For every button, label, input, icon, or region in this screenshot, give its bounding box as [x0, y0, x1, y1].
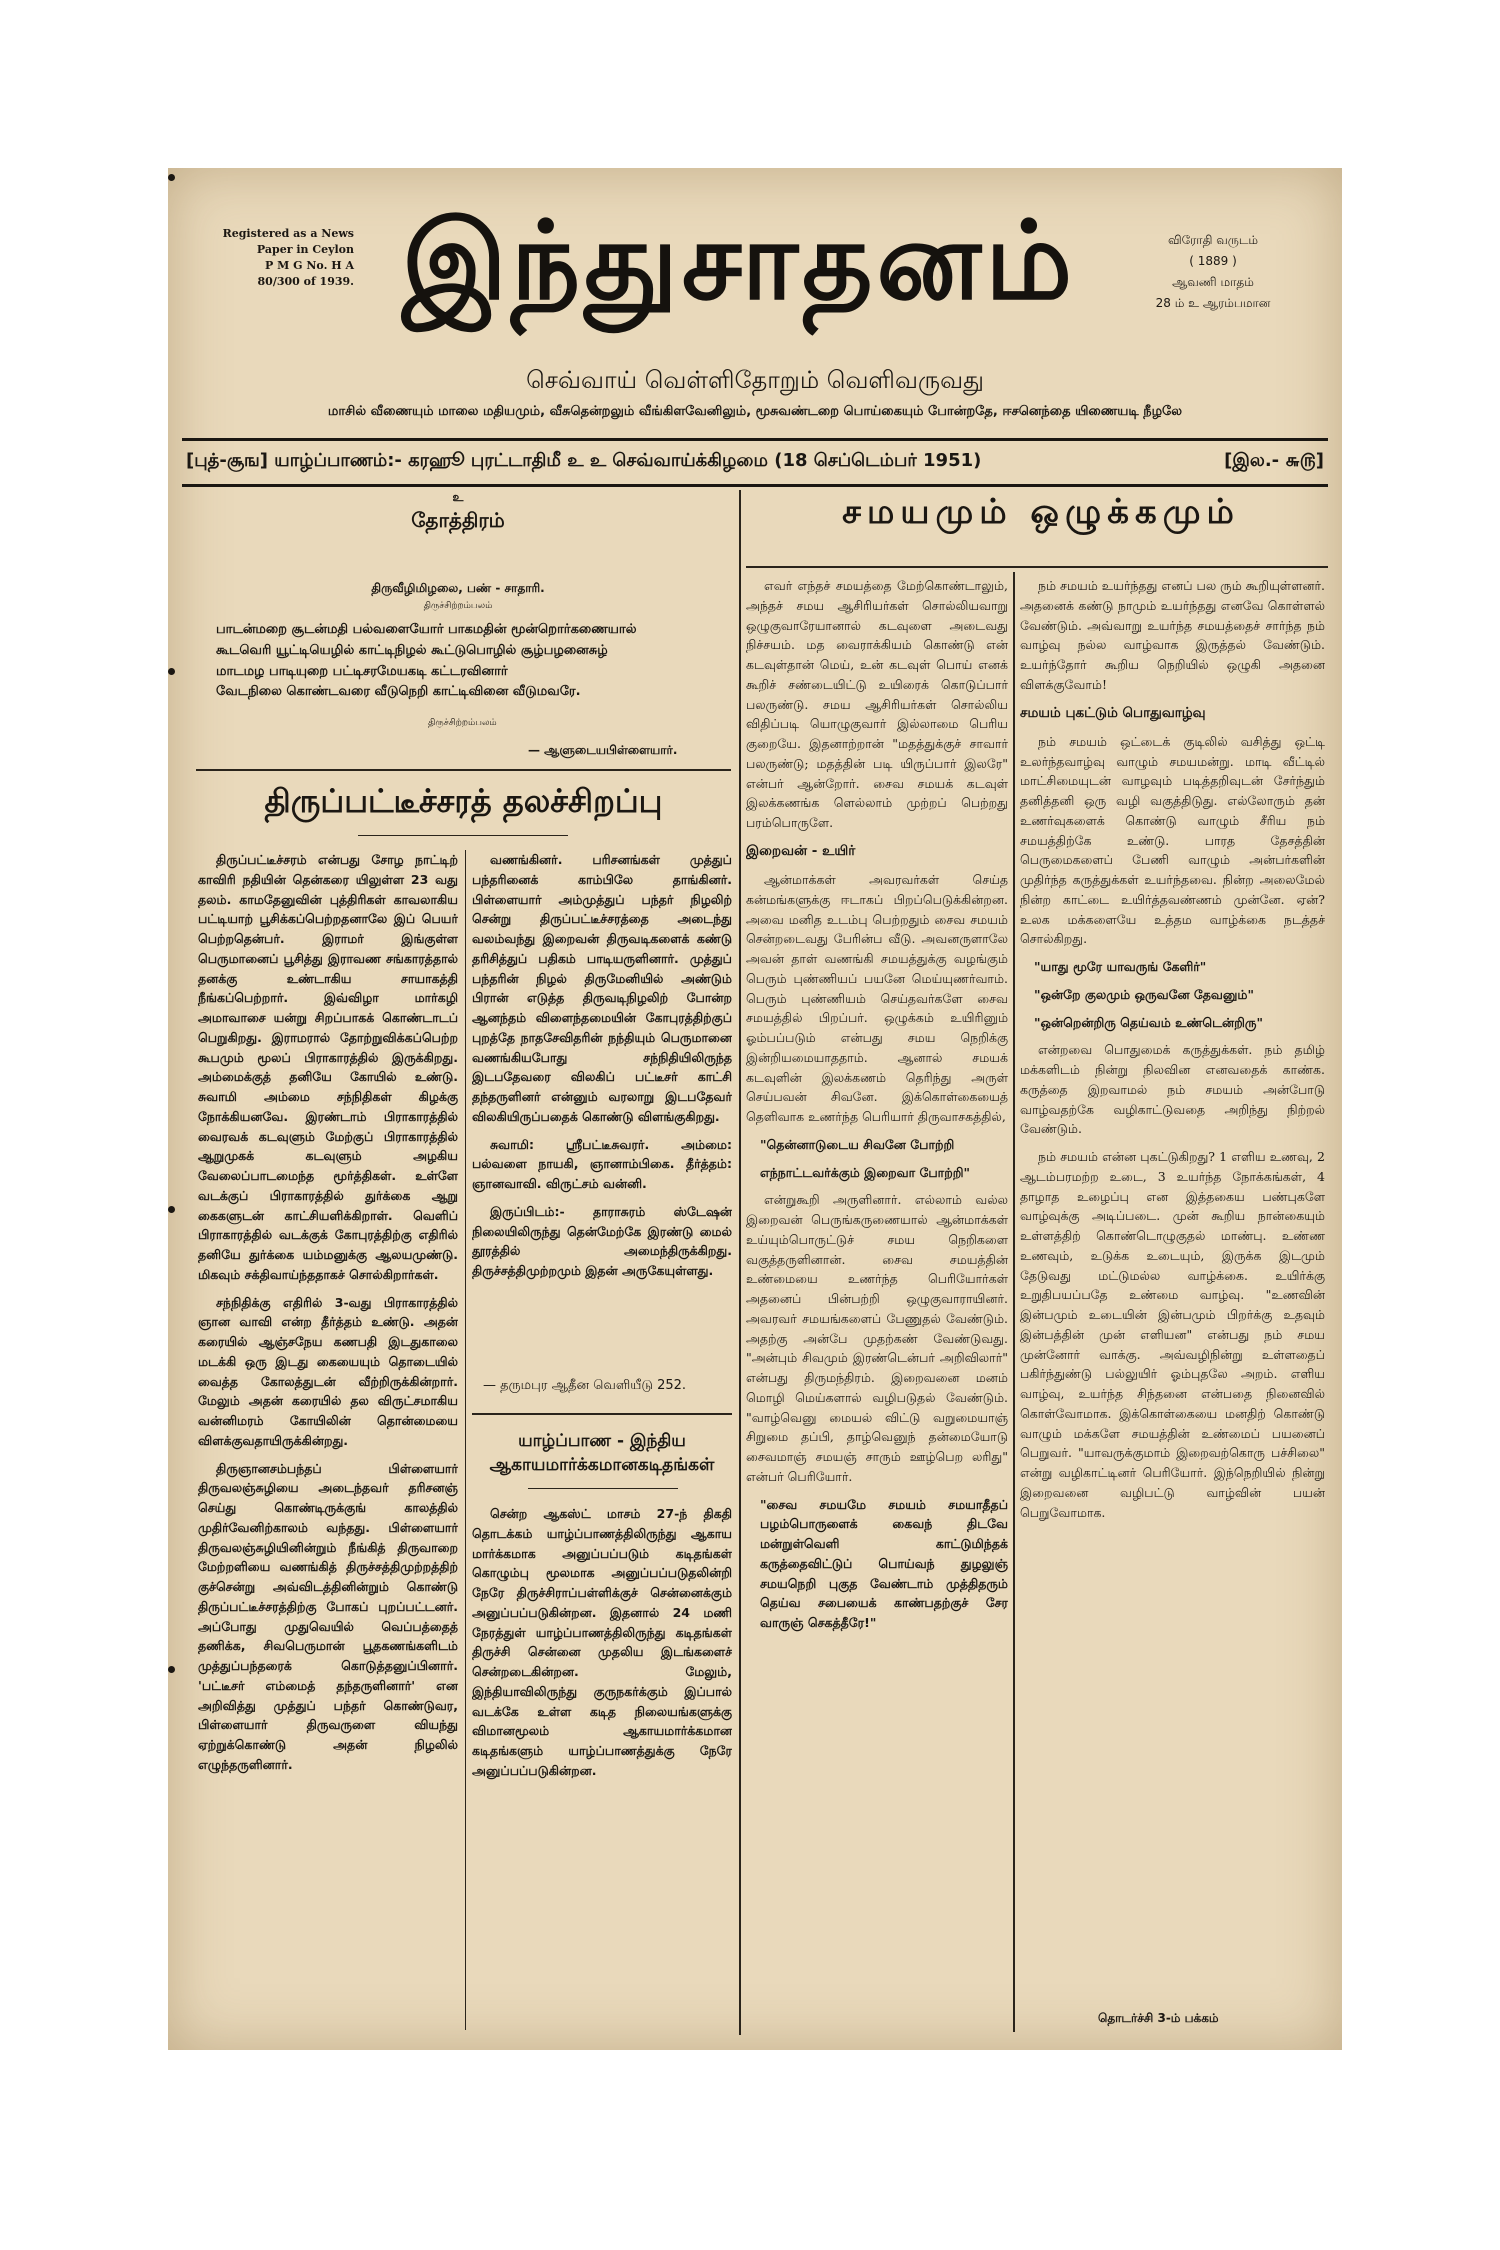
- dateline-date: [புத்-சூங] யாழ்ப்பாணம்:- கரஹூ புரட்டாதிமீ உ உ செவ்வாய்க்கிழமை (18 செப்டெம்பர் 1951): [186, 450, 982, 471]
- masthead-rule: [182, 438, 1328, 441]
- article-subhead: இறைவன் - உயிர்: [746, 842, 856, 859]
- edition-month: ஆவணி மாதம்: [1172, 275, 1254, 289]
- hymn-source: திருவீழிமிழலை, பண் - சாதாரி.: [371, 581, 545, 595]
- verse-line: வேடநிலை கொண்டவரை வீடுநெறி காட்டிவினை வீடுமவரே.: [216, 684, 581, 700]
- quote-line: "தென்னாடுடைய சிவனே போற்றி: [760, 1136, 955, 1152]
- newspaper-title: இந்துசாதனம்: [401, 199, 1077, 324]
- article-paragraph: எவர் எந்தச் சமயத்தை மேற்கொண்டாலும், அந்தச் சமய ஆசிரியர்கள் சொல்லியவாறு ஒழுகுவாரேயானால் கடவுளை அடைவது நிச்சயம். மத வைராக்கியம் கொண்டு என் கடவுள்தான் மெய், உன் கடவுள் பொய் எனக் கூறிச் சண்டையிட்டு உயிரைக் கொடுப்பார் பலருண்டு. சமய ஆசிரியர்கள் சொல்லிய விதிப்படி யொழுகுவார் இல்லாமை பெரிய குறையே. இதனாற்றான் "மதத்துக்குச் சாவார் பலருண்டு; மதத்தின் படி யிருப்பார் இலரே" என்பர் ஆன்றோர். சைவ சமயக் கடவுள் இலக்கணங்க ளெல்லாம் முற்றப் பெற்றது பரம்பொருளே.: [746, 578, 1008, 830]
- article-headline: யாழ்ப்பாண - இந்திய ஆகாயமார்க்கமானகடிதங்கள்: [489, 1431, 715, 1475]
- article-paragraph: திருப்பட்டீச்சரம் என்பது சோழ நாட்டிற் காவிரி நதியின் தென்கரை யிலுள்ள 23 வது தலம். காமதேனுவின் புத்திரிகள் காவலாகிய பட்டியாற் பூசிக்கப்பெற்றதனாலே இப் பெயர் பெற்றதென்பர். இராமர் இங்குள்ள பெருமானைப் பூசித்து இராவண சங்காரத்தால் தனக்கு உண்டாகிய சாயாகத்தி நீங்கப்பெற்றார். இவ்விழா மார்கழி அமாவாசை யன்று சிறப்பாகக் கொண்டாடப் பெறுகிறது. இராமரால் தோற்றுவிக்கப்பெற்ற கூபமும் மூலப் பிராகாரத்தில் இருக்கிறது. அம்மைக்குத் தனியே கோயில் உண்டு. சுவாமி அம்மை சந்நிதிகள் கிழக்கு நோக்கியனவே. இரண்டாம் பிராகாரத்தில் வைரவக் கடவுளும் மேற்குப் பிராகாரத்தில் ஆறுமுகக் கடவுளும் அழகிய வேலைப்பாடமைந்த மூர்த்திகள். உள்ளே வடக்குப் பிராகாரத்தில் துர்க்கை ஆறு கைகளுடன் காட்சியளிக்கிறாள். வெளிப் பிராகாரத்தில் வடக்குக் கோபுரத்திற்கு எதிரில் தனியே துர்க்கை யம்மனுக்கு ஆலயமுண்டு. மிகவும் சக்திவாய்ந்ததாகச் சொல்கிறார்கள்.: [198, 852, 458, 1282]
- verse-line: பாடன்மறை சூடன்மதி பல்வளையோர் பாகமதின் மூன்றொர்கணையால்: [216, 622, 637, 637]
- quote-line: "யாது மூரே யாவருங் கேளிர்": [1034, 959, 1207, 975]
- hymn-closing: திருச்சிற்றம்பலம்: [428, 718, 497, 728]
- article-column: [472, 1504, 732, 2034]
- hymn-mark: உ: [452, 490, 464, 504]
- quote-line: "ஒன்றென்றிரு தெய்வம் உண்டென்றிரு": [1034, 1014, 1264, 1030]
- article-column: [198, 850, 458, 2030]
- article-paragraph: என்றவை பொதுமைக் கருத்துக்கள். நம் தமிழ் மக்களிடம் நின்று நிலவின எனவதைக் காண்க. கருத்தை இறவாமல் நம் சமயம் அன்போடு வாழ்வதற்கே வழிகாட்டுவதை அறிந்து நிற்றல் வேண்டும்.: [1020, 1042, 1325, 1137]
- article-column: [472, 850, 732, 1370]
- article-paragraph: திருஞானசம்பந்தப் பிள்ளையார் திருவலஞ்சுழியை அடைந்தவர் தரிசனஞ் செய்து கொண்டிருக்குங் காலத்தில் முதிர்வேனிற்காலம் வந்தது. பிள்ளையார் திருவலஞ்சுழியினின்றும் நீங்கித் திருவாறை மேற்றளியை வணங்கித் திருச்சத்திமுற்றத்திற் குச்சென்று அவ்விடத்தினின்றும் கொண்டு திருப்பட்டீச்சரத்திற்கு போகப் புறப்பட்டனர். அப்போது முதுவெயில் வெப்பத்தைத் தணிக்க, சிவபெருமான் பூதகணங்களிடம் முத்துப்பந்தரைக் கொடுத்தனுப்பினார். 'பட்டீசர் எம்மைத் தந்தருளினார்' என அறிவித்து முத்துப் பந்தர் கொண்டுவர, பிள்ளையார் திருவருளை வியந்து ஏற்றுக்கொண்டு அதன் நிழலில் எழுந்தருளினார்.: [198, 1460, 458, 1772]
- article-paragraph: நம் சமயம் ஒட்டைக் குடிலில் வசித்து ஒட்டி உலர்ந்தவாழ்வு வாழும் சமயமன்று. மாடி வீட்டில் மாட்சிமையுடன் வாழவும் படித்தறிவுடன் சேர்ந்தும் தனித்தனி ஒரு வழி வகுத்திடுது. எல்லோரும் தன் உணர்வுகளைக் கொண்டு வாழும் சீரிய நம் சமயத்திற்கே உண்டு. பாரத தேசத்தின் பெருமைகளைப் பேணி வாழும் அன்பர்களின் முதிர்ந்த கருத்துக்கள் உயர்ந்தவை. நின்ற அலைமேல் நின்ற காட்டை உயிர்த்தவண்ணம் முன்னே. ஏன்? உலக மக்களையே உத்தம வாழ்க்கை நடத்தச் சொல்கிறது.: [1020, 733, 1325, 947]
- headline-underline: [358, 835, 568, 836]
- section-rule: [746, 566, 1328, 568]
- article-subhead: சமயம் புகட்டும் பொதுவாழ்வு: [1020, 704, 1206, 721]
- article-paragraph: சந்நிதிக்கு எதிரில் 3-வது பிராகாரத்தில் ஞான வாவி என்ற தீர்த்தம் உண்டு. அதன் கரையில் ஆஞ்சநேய கணபதி இடதுகாலை மடக்கி ஒரு இடது கையையும் தொடையில் வைத்த கோலத்துடன் வீற்றிருக்கின்றார். மேலும் அதன் கரையில் தல விருட்சமாகிய வன்னிமரம் கோயிலின் தொன்மையை விளக்குவதாயிருக்கின்றது.: [198, 1294, 458, 1448]
- punch-hole-mark: [168, 174, 175, 181]
- registration-notice: [204, 226, 354, 290]
- article-headline: திருப்பட்டீச்சரத் தலச்சிறப்பு: [264, 782, 663, 820]
- article-paragraph: வணங்கினர். பரிசனங்கள் முத்துப் பந்தரினைக் காம்பிலே தாங்கினர். பிள்ளையார் அம்முத்துப் பந்தர் நிழலிற் சென்று திருப்பட்டீச்சரத்தை அடைந்து வலம்வந்து இறைவன் திருவடிகளைக் கண்டு தரிசித்துப் பதிகம் பாடியருளினார். முத்துப் பந்தரின் நிழல் திருமேனியில் அண்டும் பிரான் எடுத்த திருவடிநிழலிற் போன்ற ஆனந்தம் விளைந்தமையின் கோபுரத்திற்குப் புறத்தே நாதசேவிதரின் நந்தியும் பெருமானை வணங்கியபோது சந்நிதியிலிருந்த இடபதேவரை விலகிப் பட்டீசர் காட்சி தந்தருளினர் என்னும் வரலாறு இடபதேவர் விலகியிருப்பதைக் கொண்டு விளங்குகிறது.: [472, 852, 732, 1124]
- section-rule: [472, 1413, 732, 1415]
- edition-year: விரோதி வருடம்: [1167, 233, 1259, 247]
- article-paragraph: சுவாமி: ஸ்ரீபட்டீசுவரர். அம்மை: பல்வளை நாயகி, ஞானாம்பிகை. தீர்த்தம்: ஞானவாவி. விருட்சம் வன்னி.: [472, 1136, 732, 1191]
- edition-info: [1123, 230, 1303, 314]
- punch-hole-mark: [168, 668, 175, 675]
- dateline: [186, 450, 1324, 473]
- registration-line: 80/300 of 1939.: [257, 274, 354, 288]
- hymn-verse: [216, 620, 736, 703]
- article-paragraph: என்றுகூறி அருளினார். எல்லாம் வல்ல இறைவன் பெருங்கருணையால் ஆன்மாக்கள் உய்யும்பொருட்டுச் சமய நெறிகளை வகுத்தருளினான். சைவ சமயத்தின் உண்மையை உணர்ந்த பெரியோர்கள் அதனைப் பின்பற்றி ஒழுகுவாராயினர். அவரவர் சமயங்களைப் பேணுதல் வேண்டும். அதற்கு அன்பே முதற்கண் வேண்டுவது. "அன்பும் சிவமும் இரண்டென்பர் அறிவிலார்" என்பது திருமந்திரம். இறைவனை மனம் மொழி மெய்களால் வழிபடுதல் வேண்டும். "வாழ்வெனு மையல் விட்டு வறுமையாஞ் சிறுமை தப்பி, தாழ்வெனுந் தன்மையோடு சைவமாஞ் சமயஞ் சாரும் ஊழ்பெற லரிது" என்பர் பெரியோர்.: [746, 1192, 1008, 1484]
- article-headline: சமயமும் ஒழுக்கமும்: [842, 492, 1240, 532]
- headline-underline: [528, 1488, 678, 1489]
- edition-date: 28 ம் உ ஆரம்பமான: [1155, 296, 1271, 310]
- article-paragraph: இருப்பிடம்:- தாராசுரம் ஸ்டேஷன் நிலையிலிருந்து தென்மேற்கே இரண்டு மைல் தூரத்தில் அமைந்திருக்கிறது. திருச்சத்திமுற்றமும் இதன் அருகேயுள்ளது.: [472, 1203, 732, 1278]
- publication-frequency: செவ்வாய் வெள்ளிதோறும் வெளிவருவது: [526, 366, 984, 394]
- article-paragraph: நம் சமயம் உயர்ந்தது எனப் பல ரும் கூறியுள்ளனர். அதனைக் கண்டு நாமும் உயர்ந்தது எனவே கொள்ளல் வேண்டும். அவ்வாறு உயர்ந்த சமயத்தைச் சார்ந்த நம் வாழ்வு நல்ல வாழ்வாக இருத்தல் வேண்டும். உயர்ந்தோர் கூறிய நெறியில் ஒழுகி அதனை விளக்குவோம்!: [1020, 578, 1325, 692]
- article-column: [1020, 576, 1325, 2006]
- newspaper-page: [168, 168, 1342, 2050]
- column-divider: [465, 850, 466, 2030]
- registration-line: Registered as a News: [222, 227, 354, 240]
- section-rule: [196, 769, 731, 771]
- article-paragraph: சென்ற ஆகஸ்ட் மாசம் 27-ந் திகதி தொடக்கம் யாழ்ப்பாணத்திலிருந்து ஆகாய மார்க்கமாக அனுப்பப்படும் கடிதங்கள் கொழும்பு மூலமாக அனுப்பப்படுதலின்றி நேரே திருச்சிராப்பள்ளிக்குச் சென்னைக்கும் அனுப்பப்படுகின்றன. இதனால் 24 மணி நேரத்துள் யாழ்ப்பாணத்திலிருந்து கடிதங்கள் திருச்சி சென்னை முதலிய இடங்களைச் சென்றடைகின்றன. மேலும், இந்தியாவிலிருந்து குருநகர்க்கும் இப்பால் வடக்கே உள்ள கடித நிலையங்களுக்கு விமானமூலம் ஆகாயமார்க்கமான கடிதங்களும் யாழ்ப்பாணத்துக்கு நேரே அனுப்பப்படுகின்றன.: [472, 1506, 732, 1778]
- verse-line: மாடமழ பாடியுறை பட்டிசரமேயகடி கட்டரவினார்: [216, 663, 508, 679]
- article-paragraph: நம் சமயம் என்ன புகட்டுகிறது? 1 எளிய உணவு, 2 ஆடம்பரமற்ற உடை, 3 உயர்ந்த நோக்கங்கள், 4 தாழாத உழைப்பு என இத்தகைய பண்புகளே வாழ்வுக்கு அடிப்படை. முன் கூறிய நான்கையும் உள்ளத்திற் கொண்டொழுகுதல் மாண்பு. உண்ண உணவும், உடுக்க உடையும், இருக்க இடமும் தேடுவது மட்டுமல்ல வாழ்க்கை. உயிர்க்கு உறுதிபயப்பதே உண்மை வாழ்வு. "உணவின் இன்பமும் உடையின் இன்பமும் பிறர்க்கு உதவும் இன்பத்தின் முன் எளியன" என்பது நம் சமய முன்னோர் வாக்கு. அவ்வழிநின்று உள்ளதைப் பகிர்ந்துண்டு பல்லுயிர் ஓம்புதலே அறம். எளிய வாழ்வு, உயர்ந்த சிந்தனை என்பதை நினைவில் கொள்வோமாக. இக்கொள்கையை மனதிற் கொண்டு வாழும் மக்களே சமயத்தின் உண்மைப் பயனைப் பெறுவர். "யாவருக்குமாம் இறைவற்கொரு பச்சிலை" என்று வழிகாட்டினர் பெரியோர். இந்நெறியில் நின்று இறைவனை வழிபட்டு வாழ்வின் பயன் பெறுவோமாக.: [1020, 1149, 1325, 1520]
- quote-line: எந்நாட்டவர்க்கும் இறைவா போற்றி": [760, 1164, 970, 1180]
- hymn-heading: தோத்திரம்: [411, 508, 505, 532]
- article-credit: — தருமபுர ஆதீன வெளியீடு 252.: [483, 1378, 687, 1393]
- article-column: [746, 576, 1008, 2031]
- continued-note: தொடர்ச்சி 3-ம் பக்கம்: [1098, 2011, 1219, 2025]
- masthead-motto: மாசில் வீணையும் மாலை மதியமும், வீசுதென்றலும் வீங்கிளவேனிலும், மூசுவண்டறை பொய்கையும் போன்றதே, ஈசனெந்தை யிணையடி நீழலே: [327, 404, 1183, 419]
- column-divider: [1013, 572, 1015, 2032]
- punch-hole-mark: [168, 1666, 175, 1673]
- registration-line: P M G No. H A: [265, 258, 354, 272]
- edition-number: ( 1889 ): [1189, 254, 1237, 268]
- hymn-author: — ஆளுடையபிள்ளையார்.: [528, 743, 678, 757]
- hymn-sub: திருச்சிற்றம்பலம்: [423, 601, 493, 611]
- dateline-issue: [இல.- ௬௫]: [1224, 450, 1324, 471]
- punch-hole-mark: [168, 1206, 175, 1213]
- article-paragraph: ஆன்மாக்கள் அவரவர்கள் செய்த கன்மங்களுக்கு ஈடாகப் பிறப்பெடுக்கின்றன. அவை மனித உடம்பு பெற்றதும் சைவ சமயம் சென்றடைவது பேரின்ப வீடு. அவனருளாலே அவன் தாள் வணங்கி சமயத்துக்கு வழங்கும் பெரும் புண்ணியப் பயனே மெய்யுணர்வாம். பெரும் புண்ணியம் செய்தவர்களே சைவ சமயத்தில் பிறப்பர். ஒழுக்கம் உயிரினும் ஓம்பப்படும் என்பது சமய நெறிக்கு இன்றியமையாததாம். ஆனால் சமயக் கடவுளின் இலக்கணம் தெரிந்து அருள் செய்பவன் சிவனே. இக்கொள்கையைத் தெளிவாக உணர்ந்த பெரியார் திருவாசகத்தில்,: [746, 872, 1008, 1125]
- quote-line: "ஒன்றே குலமும் ஒருவனே தேவனும்": [1034, 986, 1254, 1002]
- dateline-rule: [182, 484, 1328, 487]
- column-divider: [739, 490, 741, 2035]
- registration-line: Paper in Ceylon: [256, 242, 354, 256]
- quote-block: "சைவ சமயமே சமயம் சமயாதீதப் பழம்பொருளைக் கைவந் திடவே மன்றுள்வெளி காட்டுமிந்தக் கருத்தைவிட்டுப் பொய்வந் துழலுஞ் சமயநெறி புகுத வேண்டாம் முத்திதரும் தெய்வ சபையைக் காண்பதற்குச் சேர வாருஞ் செகத்தீரே!": [760, 1496, 1008, 1631]
- verse-line: கூடவெரி யூட்டியெழில் காட்டிநிழல் கூட்டுபொழில் சூழ்பழனைசுழ்: [216, 642, 608, 658]
